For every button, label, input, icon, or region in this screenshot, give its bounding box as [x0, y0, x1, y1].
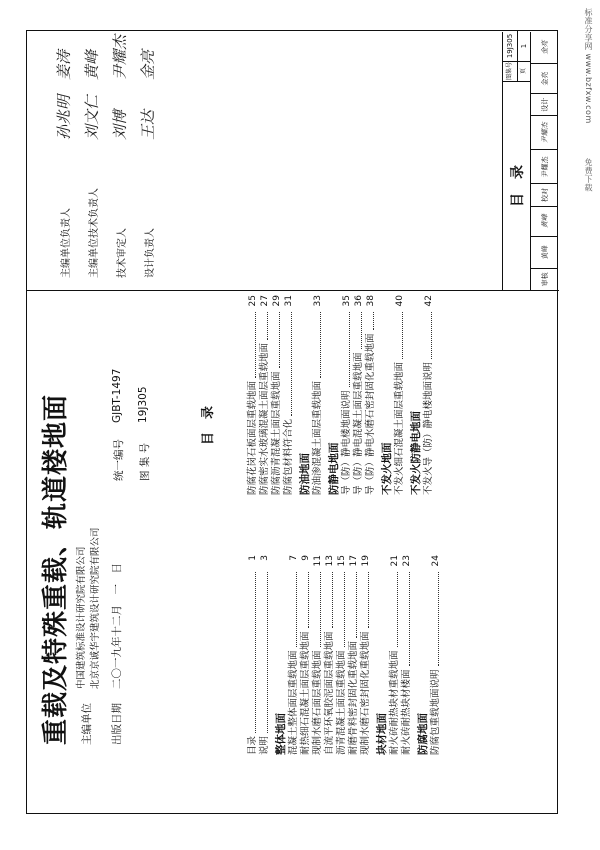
toc-dot-leader — [431, 312, 432, 359]
toc-entry-title: 不发火细石混凝土面层重载地面 — [394, 361, 405, 495]
pubdate-label: 出版日期 — [111, 703, 123, 745]
toc-dot-leader — [438, 572, 439, 666]
toc-entry-page: 40 — [395, 295, 405, 307]
toc-entry[interactable] — [336, 555, 348, 755]
site-watermark — [580, 8, 594, 338]
unified-no-label: 统一编号 — [113, 439, 125, 481]
toc-dot-leader — [409, 572, 410, 666]
rotated-sheet — [27, 31, 559, 815]
toc-entry-page: 25 — [248, 295, 258, 307]
toc-entry-title: 导（防）静电混凝土面层重载地面 — [353, 352, 364, 495]
toc-entry-title: 导（防）静电楼地面说明 — [341, 390, 352, 495]
toc-entry-title: 耐热细石混凝土面层重载地面 — [300, 631, 311, 755]
toc-entry-page: 7 — [289, 555, 299, 561]
toc-entry-title: 耐磨骨料密封固化重载地面 — [348, 640, 359, 755]
toc-entry-title: 导（防）静电水磨石密封固化重载地面 — [365, 333, 376, 495]
toc-entry-page: 3 — [260, 555, 270, 561]
toc-entry-page: 38 — [366, 295, 376, 307]
approval-signature-secondary: 尹耀杰 — [111, 34, 129, 80]
toc-entry[interactable] — [259, 295, 271, 495]
toc-dot-leader — [361, 312, 362, 349]
toc-dot-leader — [296, 572, 297, 647]
toc-section-heading: 防油地面 — [299, 453, 311, 495]
toc-entry-page: 11 — [313, 555, 323, 567]
toc-entry-page: 17 — [349, 555, 359, 567]
toc-dot-leader — [368, 572, 369, 628]
toc-dot-leader — [402, 312, 403, 359]
toc-dot-leader — [349, 312, 350, 387]
title-block-caption: 目 录 — [510, 165, 526, 207]
toc-entry[interactable] — [360, 555, 372, 755]
toc-dot-leader — [320, 312, 321, 378]
toc-entry-title: 自流平环氧胶泥面层重载地面 — [324, 631, 335, 755]
approval-role-label: 设计负责人 — [145, 228, 156, 278]
left-toc-list — [247, 555, 442, 755]
approval-signature-primary: 刘文仁 — [83, 94, 101, 140]
toc-dot-leader — [291, 312, 292, 416]
approval-role-label: 主编单位负责人 — [61, 208, 72, 278]
review-cell: 审核 — [531, 268, 558, 290]
toc-entry-title: 耐火砖耐热块材楼面 — [401, 669, 412, 755]
toc-entry[interactable] — [324, 555, 336, 755]
left-toc-heading: 目 录 — [201, 405, 216, 445]
toc-dot-leader — [320, 572, 321, 647]
toc-entry[interactable] — [312, 295, 324, 495]
toc-entry-page: 36 — [354, 295, 364, 307]
toc-entry[interactable] — [312, 555, 324, 755]
toc-entry-title: 不发火导（防）静电楼地面说明 — [423, 361, 434, 495]
toc-dot-leader — [255, 572, 256, 733]
title-block-page-no: 1 — [517, 31, 531, 62]
unified-no-value: GJBT-1497 — [111, 368, 123, 423]
toc-entry-title: 目录 — [247, 735, 258, 755]
toc-entry-title: 防油渗混凝土面层重载地面 — [312, 380, 323, 495]
toc-entry[interactable] — [394, 295, 406, 495]
review-cell: 校对 — [531, 183, 558, 205]
toc-entry-title: 防腐密实水玻璃混凝土面层重载地面 — [259, 342, 270, 495]
toc-section-heading: 块材地面 — [376, 713, 388, 755]
toc-section-heading: 整体地面 — [275, 713, 287, 755]
approval-signature-primary: 刘博 — [111, 109, 129, 140]
toc-entry[interactable] — [247, 295, 259, 495]
toc-section-heading: 不发火地面 — [381, 442, 393, 495]
toc-dot-leader — [255, 312, 256, 378]
toc-entry-title: 沥青混凝土面层重载地面 — [336, 650, 347, 755]
atlas-no-value: 19J305 — [137, 386, 149, 423]
title-block-atlas-no: 19J305 — [503, 31, 518, 62]
toc-entry-page: 27 — [260, 295, 270, 307]
toc-entry-title: 现制水磨石密封固化重载地面 — [360, 631, 371, 755]
title-block-page-label: 页 — [517, 61, 531, 82]
toc-section-heading: 不发火防静电地面 — [410, 411, 422, 495]
toc-entry-title: 耐火砖耐热块材重载地面 — [389, 650, 400, 755]
toc-entry-page: 33 — [313, 295, 323, 307]
approval-signature-primary: 孙兆明 — [55, 94, 73, 140]
toc-entry-page: 21 — [390, 555, 400, 567]
atlas-no-label: 图 集 号 — [139, 442, 151, 481]
toc-entry[interactable] — [353, 295, 365, 495]
toc-entry-page: 15 — [337, 555, 347, 567]
right-panel — [27, 31, 559, 291]
review-cell: 尹耀杰 — [531, 149, 558, 183]
editor-org-1: 中国建筑标准设计研究院有限公司 — [76, 546, 87, 689]
review-cell: 尹耀杰 — [531, 115, 558, 149]
approval-signature-primary: 王达 — [139, 109, 157, 140]
review-cell: 金亮 — [531, 63, 558, 93]
toc-entry-title: 说明 — [259, 735, 270, 755]
toc-dot-leader — [397, 572, 398, 647]
toc-dot-leader — [373, 312, 374, 330]
toc-entry[interactable] — [389, 555, 401, 755]
middle-toc-list — [247, 295, 435, 495]
title-block-review-row — [530, 32, 558, 290]
toc-dot-leader — [267, 572, 268, 733]
approval-signature-secondary: 金亮 — [139, 49, 157, 80]
toc-entry[interactable] — [430, 555, 442, 755]
toc-entry-page: 42 — [424, 295, 434, 307]
toc-entry-page: 1 — [248, 555, 258, 561]
toc-entry-page: 13 — [325, 555, 335, 567]
review-cell: 金亮 — [540, 40, 549, 55]
toc-entry-title: 防腐沥青混凝土面层重载地面 — [271, 371, 282, 495]
toc-dot-leader — [279, 312, 280, 368]
toc-dot-leader — [308, 572, 309, 628]
toc-entry[interactable] — [365, 295, 377, 495]
toc-entry-page: 23 — [402, 555, 412, 567]
toc-entry-title: 混凝土整体面层重载地面 — [288, 650, 299, 755]
review-cell: 黄峰 — [531, 236, 558, 268]
toc-entry[interactable] — [348, 555, 360, 755]
approval-role-label: 技术审定人 — [117, 228, 128, 278]
toc-entry-page: 35 — [342, 295, 352, 307]
toc-entry[interactable] — [283, 295, 295, 495]
toc-entry-page: 19 — [361, 555, 371, 567]
approval-signature-secondary: 黄峰 — [83, 49, 101, 80]
approval-signature-secondary: 姜涛 — [55, 49, 73, 80]
toc-section-heading: 防腐地面 — [417, 713, 429, 755]
toc-entry-page: 31 — [284, 295, 294, 307]
toc-entry[interactable] — [423, 295, 435, 495]
title-block-atlas-label: 图集号 — [503, 61, 518, 82]
toc-entry-title: 现制水磨石面层重载地面 — [312, 650, 323, 755]
toc-entry-title: 防腐包重载地面说明 — [430, 669, 441, 755]
pubdate-value: 二〇一九年十二月 一 日 — [111, 563, 123, 689]
toc-entry-page: 9 — [301, 555, 311, 561]
toc-entry[interactable] — [259, 555, 271, 755]
title-block-top — [502, 32, 531, 290]
review-cell: 黄峰 — [531, 206, 558, 236]
review-cell: 设计 — [531, 93, 558, 115]
toc-dot-leader — [356, 572, 357, 638]
editor-org-2: 北京京诚华宇建筑设计研究院有限公司 — [90, 527, 101, 689]
toc-dot-leader — [267, 312, 268, 340]
toc-entry-page: 29 — [272, 295, 282, 307]
toc-entry-title: 防腐花岗石板面层重载地面 — [247, 380, 258, 495]
toc-dot-leader — [332, 572, 333, 628]
watermark-note-text: 免费下载 — [584, 158, 593, 192]
toc-dot-leader — [344, 572, 345, 647]
toc-entry-title: 防腐包材料符合化 — [283, 418, 294, 495]
watermark-site-text: 标准分享网 www.bzfxw.com — [584, 8, 593, 124]
toc-entry[interactable] — [271, 295, 283, 495]
editor-label: 主编单位 — [81, 703, 93, 745]
toc-entry[interactable] — [300, 555, 312, 755]
toc-entry-page: 24 — [431, 555, 441, 567]
toc-entry[interactable] — [288, 555, 300, 755]
toc-entry[interactable] — [341, 295, 353, 495]
toc-entry[interactable] — [247, 555, 259, 755]
drawing-frame — [26, 30, 558, 814]
toc-section-heading: 防静电地面 — [328, 442, 340, 495]
atlas-title: 重载及特殊重载、轨道楼地面 — [41, 393, 71, 745]
approval-role-label: 主编单位技术负责人 — [89, 188, 100, 278]
toc-entry[interactable] — [401, 555, 413, 755]
